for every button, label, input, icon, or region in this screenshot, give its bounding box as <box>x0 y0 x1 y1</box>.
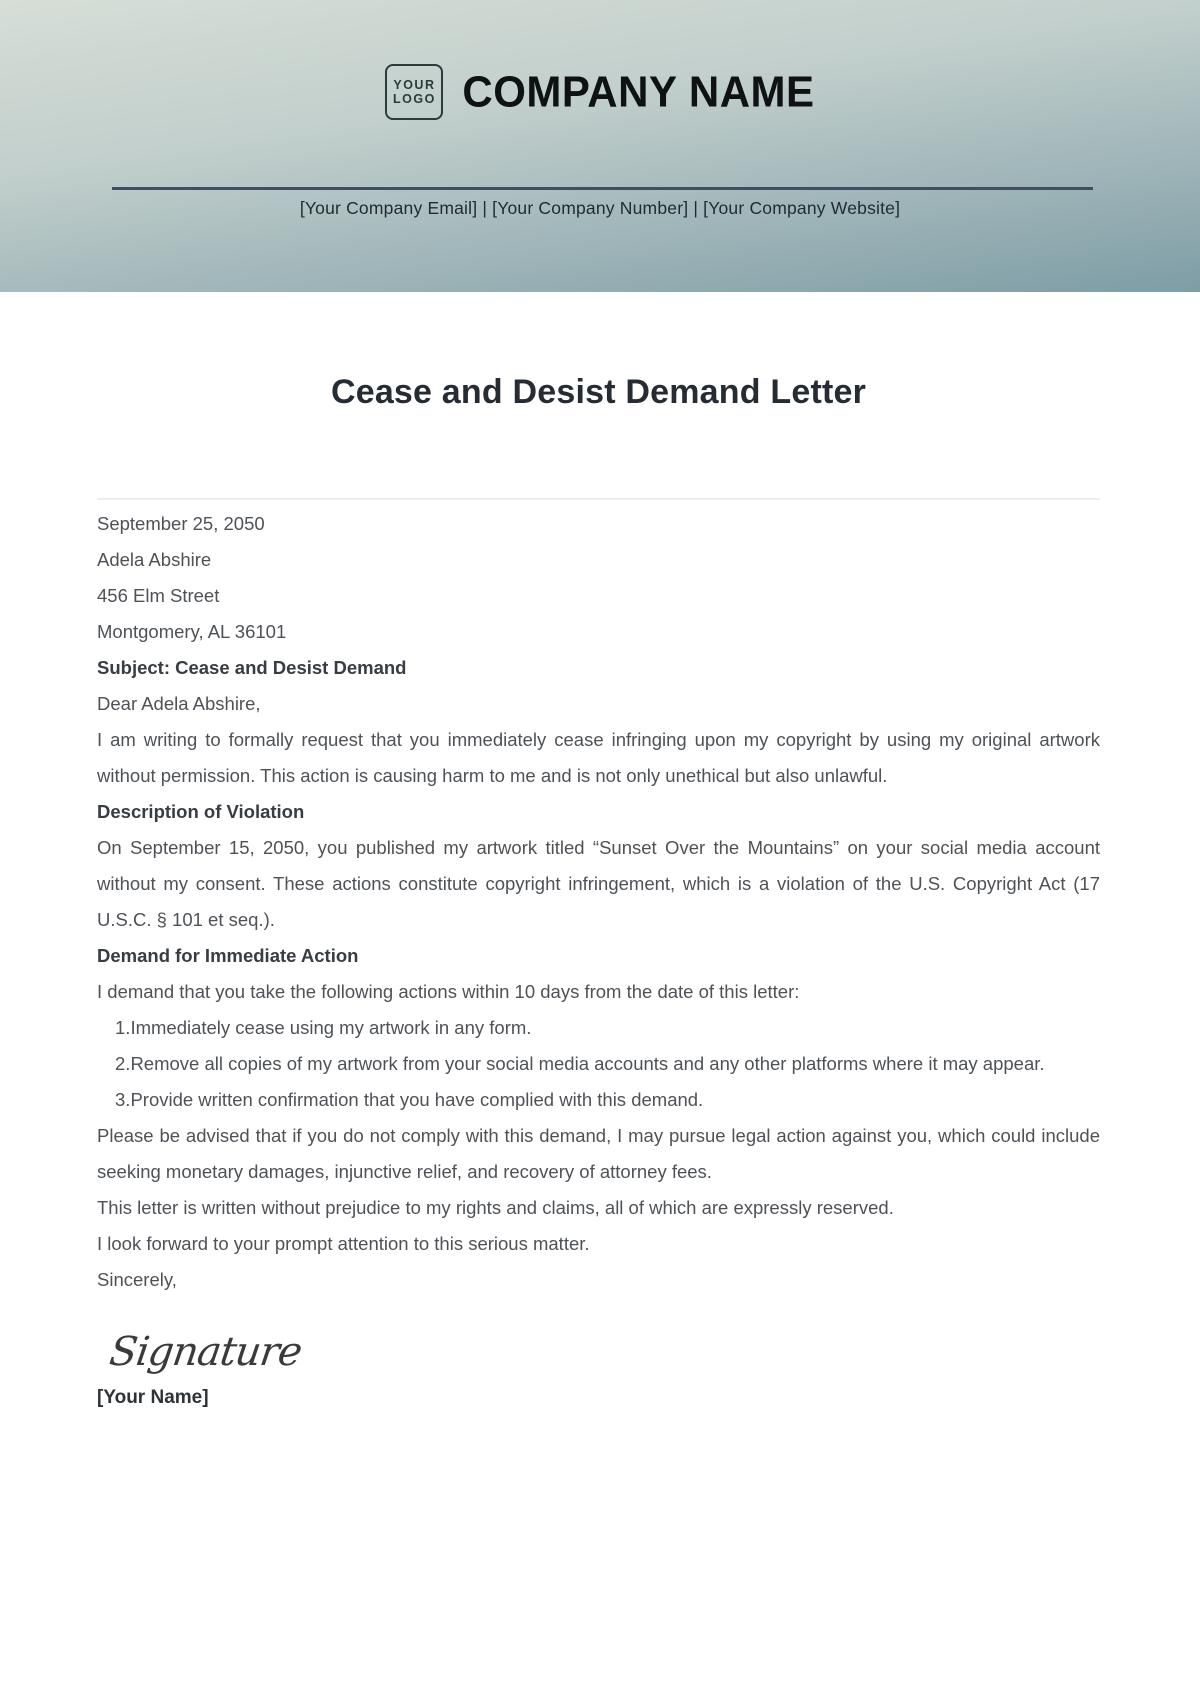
title-divider <box>97 498 1100 500</box>
salutation: Dear Adela Abshire, <box>97 692 261 714</box>
company-contact-line: [Your Company Email] | [Your Company Number] | [Your Company Website] <box>299 198 901 218</box>
closing-line: I look forward to your prompt attention to this serious matter. <box>97 1232 590 1254</box>
sender-name: [Your Name] <box>97 1386 209 1408</box>
letter-date: September 25, 2050 <box>97 512 265 534</box>
valediction: Sincerely, <box>97 1268 177 1290</box>
consequences-paragraph: Please be advised that if you do not comply with this demand, I may pursue legal action against you, which could include seeking monetary damages, injunctive relief, and recovery of attorney fees. <box>97 1124 1100 1182</box>
header-divider-rule <box>112 187 1093 190</box>
demand-list <box>97 1010 1100 1118</box>
company-logo-icon <box>385 64 443 120</box>
document-body <box>0 292 1200 1416</box>
list-item-number: 3. <box>115 1088 131 1110</box>
list-item-number: 1. <box>115 1016 131 1038</box>
recipient-city: Montgomery, AL 36101 <box>97 620 287 642</box>
violation-paragraph: On September 15, 2050, you published my artwork titled “Sunset Over the Mountains” on your social media account without my consent. These actions constitute copyright infringement, which is a violation of the U.S. Copyright Act (17 U.S.C. § 101 et seq.). <box>97 836 1100 930</box>
list-item-text: Remove all copies of my artwork from your social media accounts and any other platforms where it may appear. <box>130 1052 1045 1074</box>
logo-text-logo: LOGO <box>393 92 436 106</box>
logo-row <box>0 0 1200 120</box>
recipient-street: 456 Elm Street <box>97 584 220 606</box>
list-item <box>97 1010 1100 1046</box>
subject-line: Subject: Cease and Desist Demand <box>97 656 407 678</box>
letter-content <box>97 506 1100 1416</box>
list-item-number: 2. <box>115 1052 131 1074</box>
logo-text-your: YOUR <box>393 77 436 92</box>
list-item <box>97 1046 1100 1082</box>
reservation-line: This letter is written without prejudice to my rights and claims, all of which are expressly reserved. <box>97 1196 894 1218</box>
demand-heading: Demand for Immediate Action <box>97 944 359 966</box>
list-item-text: Provide written confirmation that you have complied with this demand. <box>130 1088 704 1110</box>
signature-image <box>106 1324 1100 1380</box>
company-name: COMPANY NAME <box>462 67 815 116</box>
document-title: Cease and Desist Demand Letter <box>330 373 867 411</box>
violation-heading: Description of Violation <box>97 800 305 822</box>
letterhead <box>0 0 1200 292</box>
list-item <box>97 1082 1100 1118</box>
list-item-text: Immediately cease using my artwork in any form. <box>130 1016 532 1038</box>
demand-intro: I demand that you take the following actions within 10 days from the date of this letter: <box>97 980 800 1002</box>
intro-paragraph: I am writing to formally request that you immediately cease infringing upon my copyright by using my original artwork without permission. This action is causing harm to me and is not only unethical but also unlawful. <box>97 728 1100 786</box>
signature-text: Signature <box>106 1328 305 1375</box>
recipient-name: Adela Abshire <box>97 548 212 570</box>
